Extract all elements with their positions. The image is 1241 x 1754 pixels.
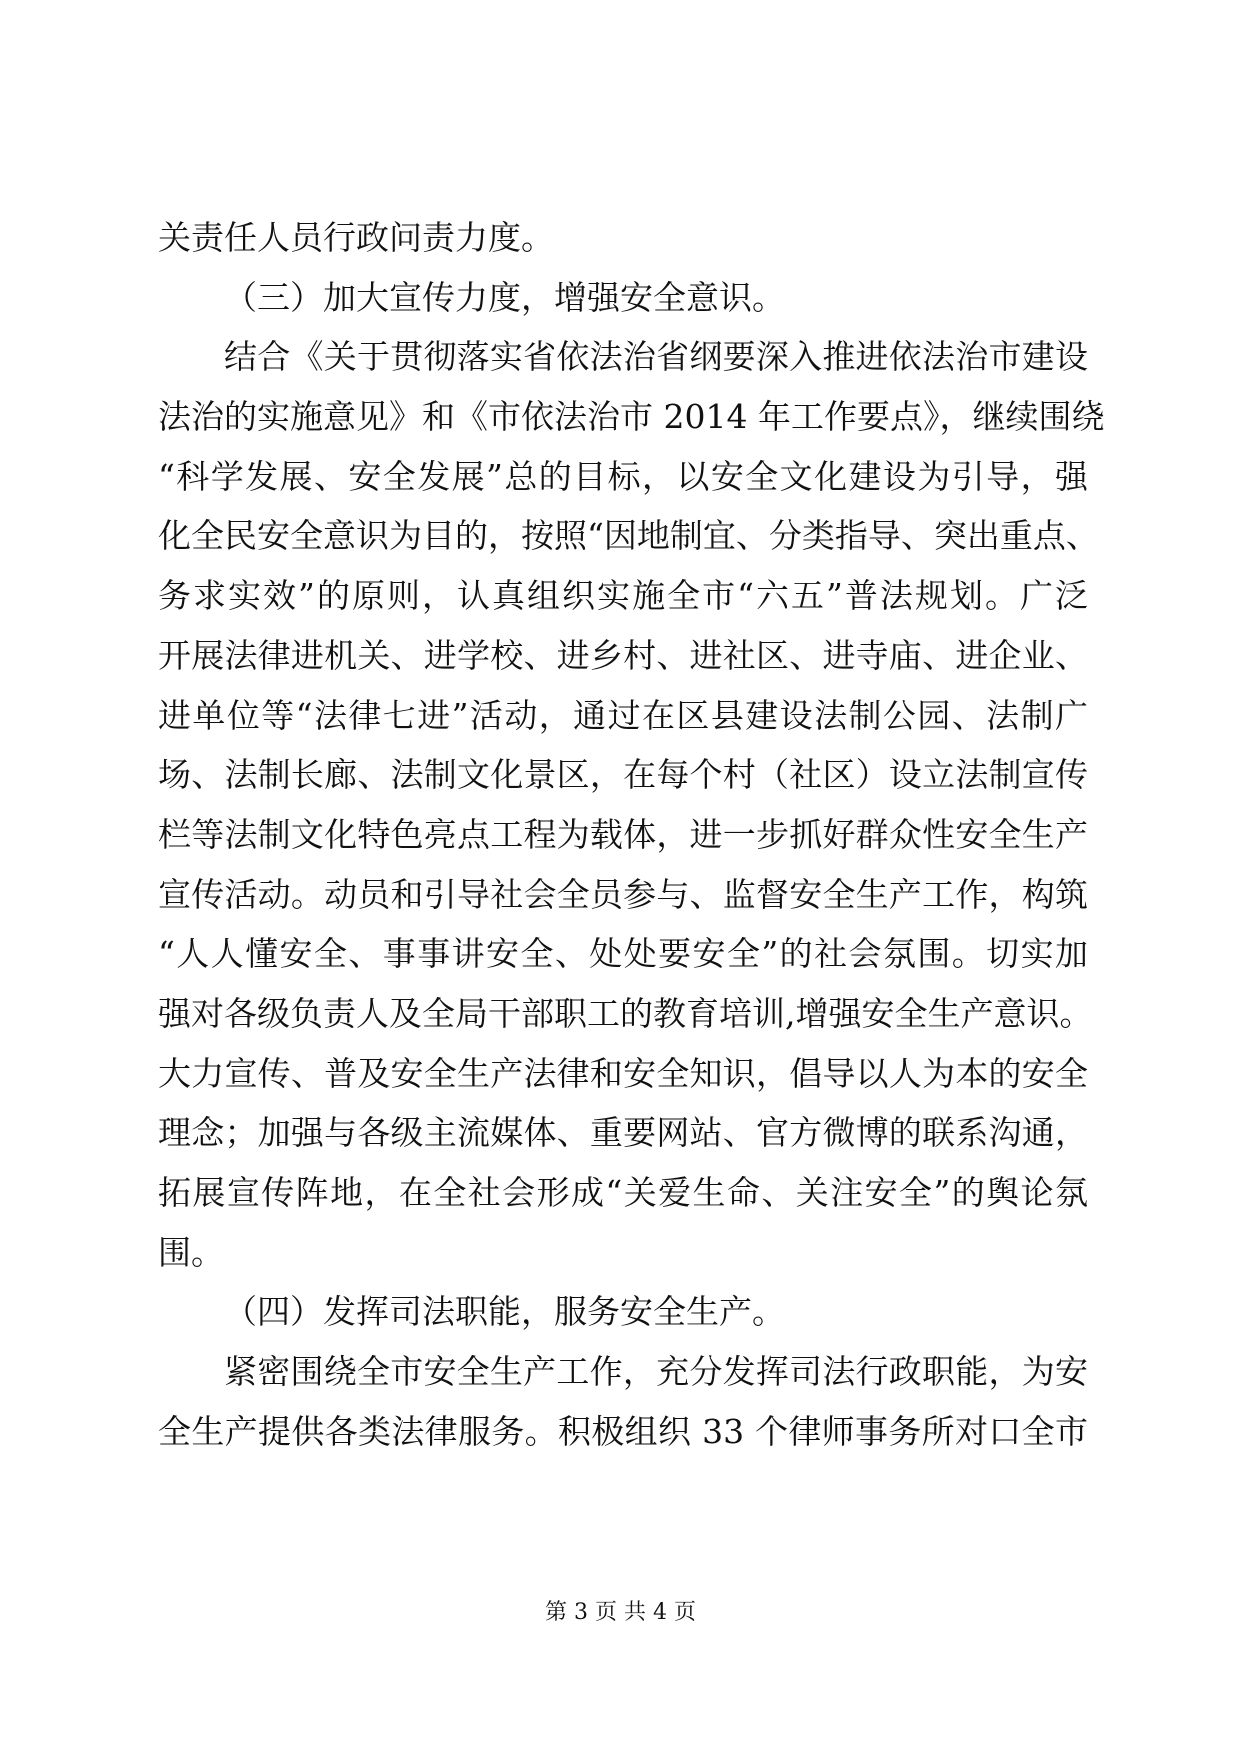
text-line: 宣传活动。动员和引导社会全员参与、监督安全生产工作，构筑 [158,874,1088,914]
text-line: 拓展宣传阵地，在全社会形成“关爱生命、关注安全”的舆论氛 [158,1173,1088,1212]
text-line: 关责任人员行政问责力度。 [158,218,554,257]
text-line: 化全民安全意识为目的，按照“因地制宜、分类指导、突出重点、 [158,516,1099,556]
text-line: 开展法律进机关、进学校、进乡村、进社区、进寺庙、进企业、 [158,635,1088,675]
text-line: 结合《关于贯彻落实省依法治省纲要深入推进依法治市建设 [224,337,1088,377]
text-line: 强对各级负责人及全局干部职工的教育培训,增强安全生产意识。 [158,993,1093,1033]
text-line: 紧密围绕全市安全生产工作，充分发挥司法行政职能，为安 [224,1352,1088,1392]
text-line: 务求实效”的原则，认真组织实施全市“六五”普法规划。广泛 [158,576,1088,616]
text-line: 围。 [158,1232,224,1272]
text-line: 理念；加强与各级主流媒体、重要网站、官方微博的联系沟通， [158,1113,1088,1153]
text-line: 进单位等“法律七进”活动，通过在区县建设法制公园、法制广 [158,695,1088,735]
text-line: 场、法制长廊、法制文化景区，在每个村（社区）设立法制宣传 [158,755,1088,795]
text-line: （四）发挥司法职能，服务安全生产。 [224,1292,785,1332]
text-line: （三）加大宣传力度，增强安全意识。 [224,277,785,317]
text-line: “人人懂安全、事事讲安全、处处要安全”的社会氛围。切实加 [158,934,1088,974]
text-line: “科学发展、安全发展”总的目标，以安全文化建设为引导，强 [158,456,1088,496]
text-line: 栏等法制文化特色亮点工程为载体，进一步抓好群众性安全生产 [158,814,1088,854]
text-line: 法治的实施意见》和《市依法治市 2014 年工作要点》，继续围绕 [158,397,1105,437]
text-line: 全生产提供各类法律服务。积极组织 33 个律师事务所对口全市 [158,1411,1088,1451]
document-body [158,208,1105,1461]
text-line: 大力宣传、普及安全生产法律和安全知识，倡导以人为本的安全 [158,1053,1088,1093]
page-footer: 第 3 页 共 4 页 [545,1600,696,1625]
